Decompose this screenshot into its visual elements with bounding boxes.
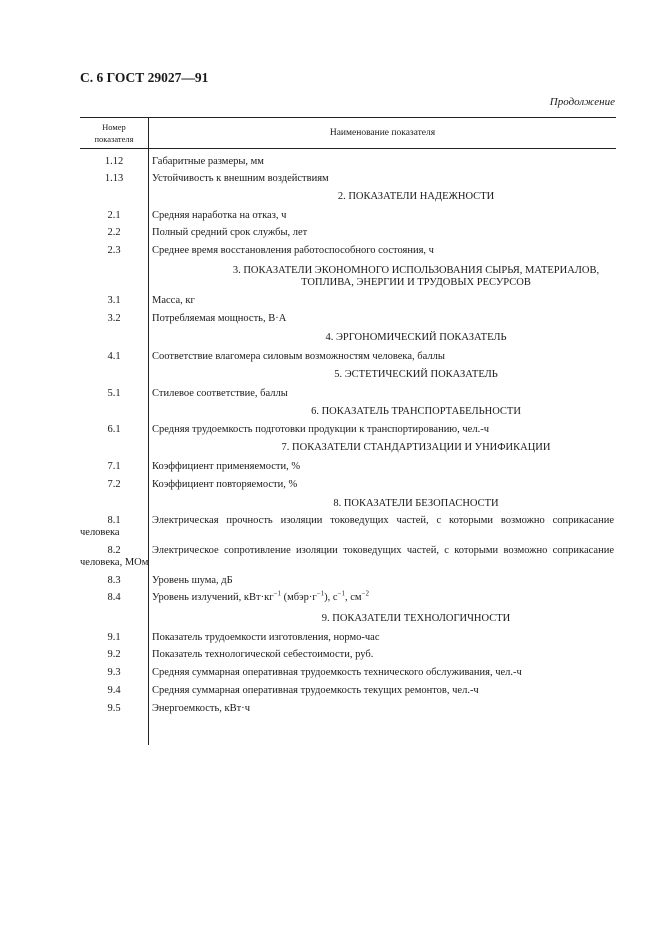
section-heading-text: 3. ПОКАЗАТЕЛИ ЭКОНОМНОГО ИСПОЛЬЗОВАНИЯ СЫРЬЯ, МАТЕРИАЛОВ,	[232, 265, 600, 276]
table-row	[80, 245, 616, 256]
section-heading-text: 5. ЭСТЕТИЧЕСКИЙ ПОКАЗАТЕЛЬ	[334, 369, 498, 380]
table-header	[80, 117, 616, 149]
section-heading	[80, 265, 661, 289]
indicator-name	[148, 589, 616, 603]
table-row	[80, 313, 616, 324]
section-heading-text: 7. ПОКАЗАТЕЛИ СТАНДАРТИЗАЦИИ И УНИФИКАЦИИ	[281, 442, 551, 453]
section-heading	[80, 442, 661, 454]
indicator-name: Соответствие влагомера силовым возможностям человека, баллы	[152, 351, 445, 362]
indicator-name: Габаритные размеры, мм	[152, 156, 264, 167]
section-heading-text: 8. ПОКАЗАТЕЛИ БЕЗОПАСНОСТИ	[333, 498, 499, 509]
indicator-name: Средняя суммарная оперативная трудоемкость технического обслуживания, чел.-ч	[152, 667, 522, 678]
section-heading-text: 4. ЭРГОНОМИЧЕСКИЙ ПОКАЗАТЕЛЬ	[325, 332, 507, 343]
indicator-name: Стилевое соответствие, баллы	[152, 388, 288, 399]
section-heading	[80, 369, 661, 381]
indicator-number: 3.2	[107, 313, 121, 324]
indicator-number: 3.1	[107, 295, 121, 306]
indicator-name: Коэффициент применяемости, %	[152, 461, 301, 472]
table-row	[80, 703, 616, 714]
indicator-number: 6.1	[107, 424, 121, 435]
indicator-name: Показатель технологической себестоимости, руб.	[152, 649, 374, 660]
section-heading-text: 9. ПОКАЗАТЕЛИ ТЕХНОЛОГИЧНОСТИ	[321, 613, 511, 624]
indicator-name: Электрическая прочность изоляции токоведущих частей, с которыми возможно соприкасание человека	[80, 515, 614, 538]
continuation-label: Продолжение	[549, 96, 615, 108]
column-header-number-line1: Номер	[102, 122, 126, 132]
column-header-number	[80, 118, 149, 148]
indicator-name: Средняя суммарная оперативная трудоемкость текущих ремонтов, чел.-ч	[152, 685, 479, 696]
indicator-name: Коэффициент повторяемости, %	[152, 479, 298, 490]
indicator-number: 8.1	[107, 515, 121, 526]
table-row	[80, 649, 616, 660]
indicator-name: Средняя наработка на отказ, ч	[152, 210, 287, 221]
table-row	[80, 461, 616, 472]
indicator-name: Показатель трудоемкости изготовления, нормо-час	[152, 632, 380, 643]
indicator-number: 1.13	[104, 173, 124, 184]
indicators-table	[80, 117, 616, 749]
indicator-name: Потребляемая мощность, В·А	[152, 313, 287, 324]
column-header-number-line2: показателя	[94, 134, 134, 144]
table-row	[80, 295, 616, 306]
section-heading	[80, 191, 661, 203]
section-heading-text: 6. ПОКАЗАТЕЛЬ ТРАНСПОРТАБЕЛЬНОСТИ	[311, 406, 521, 417]
section-heading	[80, 498, 661, 510]
table-row	[80, 479, 616, 490]
indicator-name-part: (мбэр·г	[280, 592, 317, 603]
indicator-number: 2.3	[107, 245, 121, 256]
table-row	[80, 685, 616, 696]
unit-exponent: −1	[316, 589, 325, 598]
indicator-number: 7.2	[107, 479, 121, 490]
table-row	[80, 173, 616, 184]
table-row	[80, 589, 616, 603]
indicator-number: 4.1	[107, 351, 121, 362]
indicator-number: 2.2	[107, 227, 121, 238]
indicator-name-part: Уровень излучений, кВт·кг	[152, 592, 274, 603]
section-heading-text: 2. ПОКАЗАТЕЛИ НАДЕЖНОСТИ	[337, 191, 495, 202]
table-row	[80, 515, 616, 539]
section-heading	[80, 613, 661, 625]
indicator-name-part: , см	[344, 592, 362, 603]
indicator-number: 8.3	[107, 575, 121, 586]
indicator-number: 9.5	[107, 703, 121, 714]
indicator-number: 1.12	[104, 156, 124, 167]
unit-exponent: −1	[337, 589, 345, 598]
section-heading	[80, 406, 661, 418]
indicator-name: Электрическое сопротивление изоляции токоведущих частей, с которыми возможно соприкасание человека, МОм	[80, 545, 614, 568]
table-row	[80, 424, 616, 435]
table-row	[80, 667, 616, 678]
indicator-number: 8.4	[107, 592, 121, 603]
indicator-number: 9.1	[107, 632, 121, 643]
table-row	[80, 156, 616, 167]
table-row	[80, 210, 616, 221]
indicator-name: Энергоемкость, кВт·ч	[152, 703, 251, 714]
table-row	[80, 632, 616, 643]
table-row	[80, 545, 616, 569]
table-row	[80, 388, 616, 399]
section-heading-text-line2: ТОПЛИВА, ЭНЕРГИИ И ТРУДОВЫХ РЕСУРСОВ	[301, 277, 531, 288]
indicator-name: Средняя трудоемкость подготовки продукции к транспортированию, чел.-ч	[152, 424, 489, 435]
section-heading	[80, 332, 661, 344]
indicator-number: 2.1	[107, 210, 121, 221]
indicator-name: Полный средний срок службы, лет	[152, 227, 308, 238]
table-row	[80, 351, 616, 362]
indicator-name: Уровень шума, дБ	[152, 575, 233, 586]
table-row	[80, 227, 616, 238]
indicator-number: 5.1	[107, 388, 121, 399]
table-body	[80, 149, 616, 749]
page-title: С. 6 ГОСТ 29027—91	[80, 70, 209, 85]
unit-exponent: −1	[273, 589, 281, 598]
indicator-number: 9.4	[107, 685, 121, 696]
indicator-name: Масса, кг	[152, 295, 195, 306]
unit-exponent: −2	[361, 589, 369, 598]
indicator-number: 9.2	[107, 649, 121, 660]
table-row	[80, 575, 616, 586]
indicator-name: Устойчивость к внешним воздействиям	[152, 173, 329, 184]
indicator-number: 9.3	[107, 667, 121, 678]
column-header-name: Наименование показателя	[329, 128, 436, 138]
indicator-number: 7.1	[107, 461, 121, 472]
indicator-name: Среднее время восстановления работоспособного состояния, ч	[152, 245, 434, 256]
indicator-name-part: ), с	[324, 592, 338, 603]
indicator-number: 8.2	[107, 545, 121, 556]
